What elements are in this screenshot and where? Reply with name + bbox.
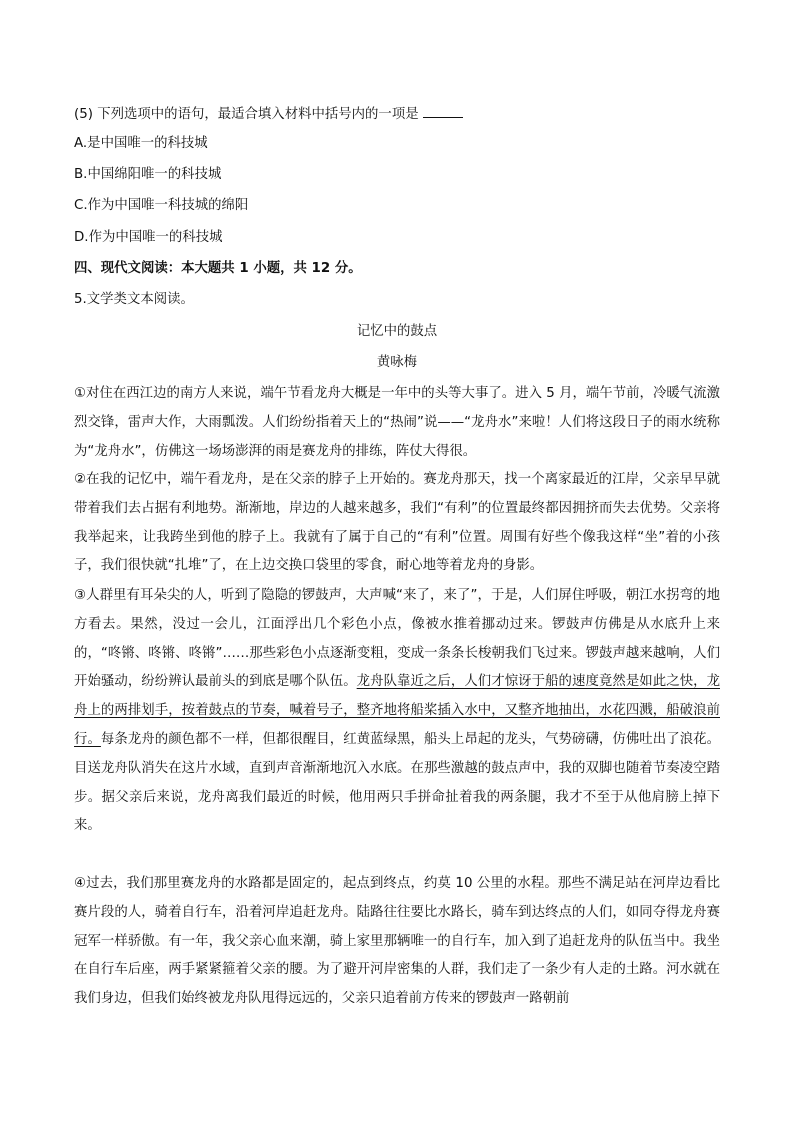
paragraph-3-start: ③人群里有耳朵尖的人，听到了隐隐的锣鼓声，大声喊“来了，来了”，于是，人们屏住呼吸，朝江水拐弯的地方看去。果然，没过一会儿，江面浮出几个彩色小点，像被水推着挪动过来。锣鼓声仿佛是从水底升上来的，“咚锵、咚锵、咚锵”……那些彩色小点逐渐变粗，变成一条条长梭朝我们飞过来。锣鼓声越来越响，人们开始骚动，纷纷辨认最前头的到底是哪个队伍。 [74, 588, 720, 690]
paragraph-1: ①对住在西江边的南方人来说，端午节看龙舟大概是一年中的头等大事了。进入 5 月，端午节前，冷暖气流激烈交锋，雷声大作，大雨瓢泼。人们纷纷指着天上的“热闹”说——“龙舟水”来啦！人们将这段日子的雨水统称为“龙舟水”，仿佛这一场场澎湃的雨是赛龙舟的排练，阵仗大得很。 [74, 386, 720, 459]
option-c: C.作为中国唯一科技城的绵阳 [74, 198, 249, 213]
article-author: 黄咏梅 [376, 355, 418, 370]
paragraph-4: ④过去，我们那里赛龙舟的水路都是固定的，起点到终点，约莫 10 公里的水程。那些不满足站在河岸边看比赛片段的人，骑着自行车，沿着河岸追赶龙舟。陆路往往要比水路长，骑车到达终点的人们，如同夺得龙舟赛冠军一样骄傲。有一年，我父亲心血来潮，骑上家里那辆唯一的自行车，加入到了追赶龙舟的队伍当中。我坐在自行车后座，两手紧紧箍着父亲的腰。为了避开河岸密集的人群，我们走了一条少有人走的土路。河水就在我们身边，但我们始终被龙舟队甩得远远的，父亲只追着前方传来的锣鼓声一路朝前 [74, 876, 720, 1007]
paragraph-3 [74, 582, 720, 841]
option-b: B.中国绵阳唯一的科技城 [74, 167, 222, 182]
paragraph-2: ②在我的记忆中，端午看龙舟，是在父亲的脖子上开始的。赛龙舟那天，找一个离家最近的江岸，父亲早早就带着我们去占据有利地势。渐渐地，岸边的人越来越多，我们“有利”的位置最终都因拥挤而失去优势。父亲将我举起来，让我跨坐到他的脖子上。我就有了属于自己的“有利”位置。周围有好些个像我这样“坐”着的小孩子，我们很快就“扎堆”了，在上边交换口袋里的零食，耐心地等着龙舟的身影。 [74, 472, 720, 574]
underlined-sentence: 龙舟队靠近之后，人们才惊讶于船的速度竟然是如此之快，龙舟上的两排划手，按着鼓点的节奏，喊着号子，整齐地将船桨插入水中，又整齐地抽出，水花四溅，船破浪前行。 [74, 674, 720, 747]
option-d: D.作为中国唯一的科技城 [74, 230, 223, 245]
section-item: 5.文学类文本阅读。 [74, 292, 194, 307]
question-5-text: (5) 下列选项中的语句，最适合填入材料中括号内的一项是 [74, 107, 419, 122]
answer-blank [423, 105, 463, 118]
option-a: A.是中国唯一的科技城 [74, 136, 208, 151]
paragraph-3-end: 每条龙舟的颜色都不一样，但都很醒目，红黄蓝绿黑，船头上昂起的龙头，气势磅礴，仿佛吐出了浪花。目送龙舟队消失在这片水域，直到声音渐渐地沉入水底。在那些激越的鼓点声中，我的双脚也随着节奏凌空踏步。据父亲后来说，龙舟离我们最近的时候，他用两只手拼命扯着我的两条腿，我才不至于从他肩膀上掉下来。 [74, 731, 720, 834]
article-title: 记忆中的鼓点 [356, 324, 438, 339]
question-5-stem [74, 105, 463, 124]
section-heading: 四、现代文阅读：本大题共 1 小题，共 12 分。 [74, 261, 362, 276]
